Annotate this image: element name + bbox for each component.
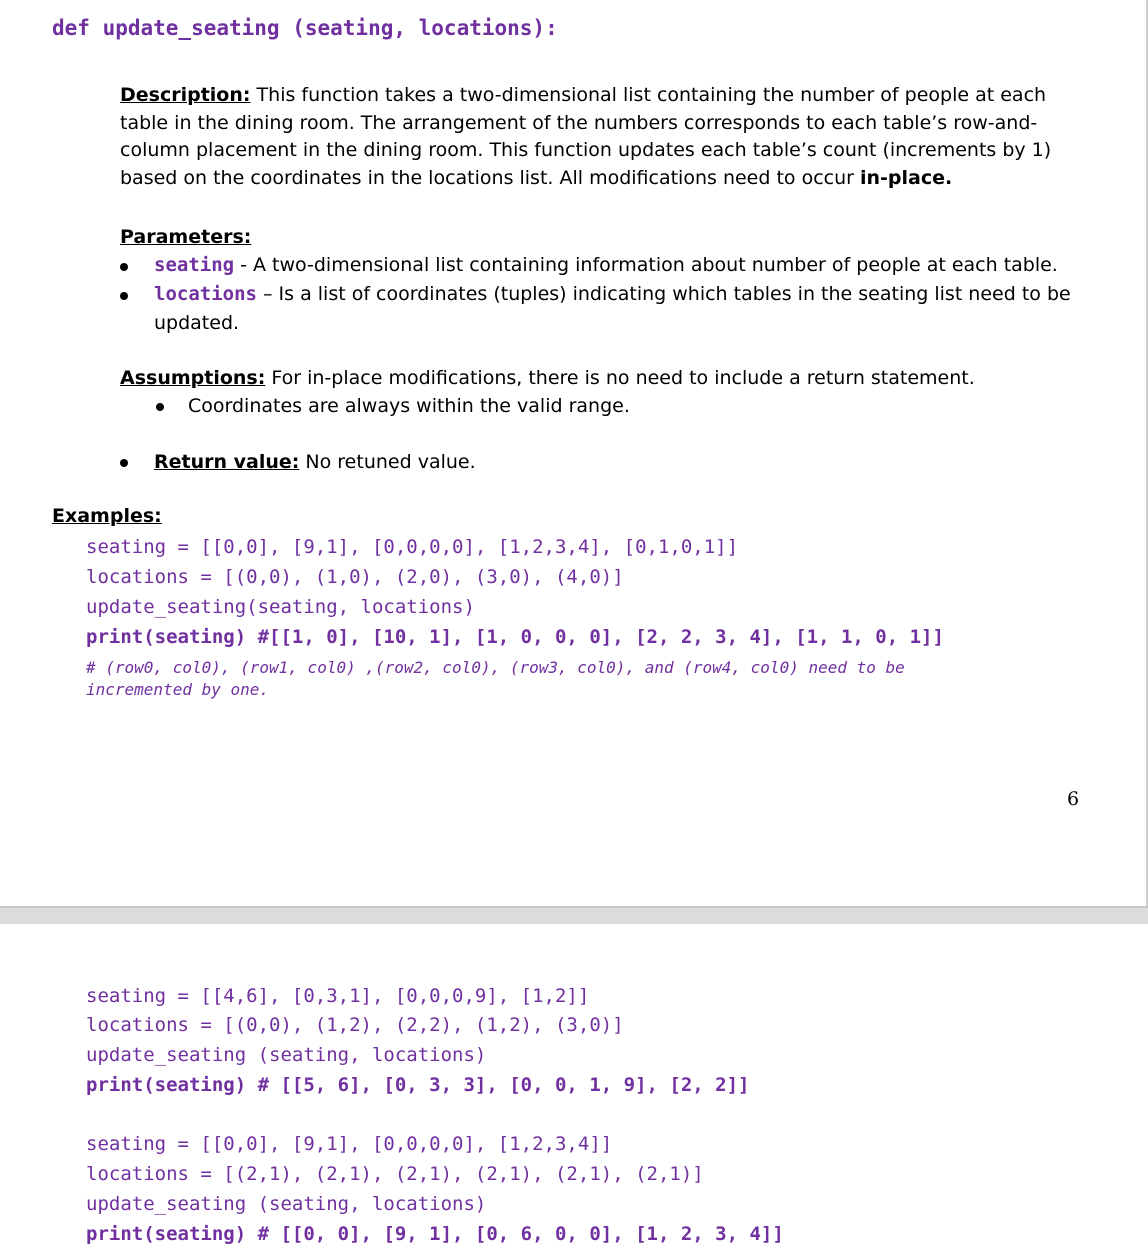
description-label: Description: [120, 84, 251, 106]
assumptions-paragraph [120, 365, 975, 393]
page-separator [0, 906, 1148, 924]
code-line: locations = [(2,1), (2,1), (2,1), (2,1), (2,1), (2,1)] [86, 1163, 704, 1185]
return-value-text: No retuned value. [299, 451, 476, 473]
bullet-icon [120, 459, 128, 467]
assumptions-text: For in-place modifications, there is no need to include a return statement. [265, 367, 975, 389]
code-line: print(seating) # [[0, 0], [9, 1], [0, 6, 0, 0], [1, 2, 3, 4]] [86, 1223, 784, 1245]
bullet-icon [120, 263, 128, 271]
code-line: update_seating (seating, locations) [86, 1044, 487, 1066]
code-line: update_seating(seating, locations) [86, 596, 475, 618]
assumptions-label: Assumptions: [120, 367, 266, 389]
parameter-description: – Is a list of coordinates (tuples) indicating which tables in the seating list need to be [256, 283, 1071, 305]
code-comment: incremented by one. [86, 680, 270, 699]
parameter-locations [154, 281, 1071, 309]
code-comment: # (row0, col0), (row1, col0) ,(row2, col0), (row3, col0), and (row4, col0) need to be [86, 658, 905, 677]
code-line: seating = [[0,0], [9,1], [0,0,0,0], [1,2,3,4]] [86, 1133, 613, 1155]
parameter-name: locations [154, 283, 257, 305]
function-signature: def update_seating (seating, locations): [52, 16, 558, 40]
code-line: locations = [(0,0), (1,2), (2,2), (1,2), (3,0)] [86, 1014, 624, 1036]
parameter-description: - A two-dimensional list containing information about number of people at each table. [234, 254, 1058, 276]
code-line: seating = [[0,0], [9,1], [0,0,0,0], [1,2,3,4], [0,1,0,1]] [86, 536, 739, 558]
bullet-icon [156, 403, 164, 411]
return-value-paragraph [154, 449, 476, 477]
description-text: This function takes a two-dimensional list containing the number of people at each table in the dining room. The arrangement of the numbers corresponds to each table’s row-and-column placement in the dining room. This function updates each table’s count (increments by 1) based on the coordinates in the locations list. All modifications need to occur [120, 84, 1052, 189]
code-line: update_seating (seating, locations) [86, 1193, 487, 1215]
bullet-icon [120, 292, 128, 300]
parameter-name: seating [154, 254, 235, 276]
return-value-label: Return value: [154, 451, 300, 473]
description-paragraph [120, 82, 1080, 192]
description-emphasis: in-place. [860, 166, 953, 189]
page-number: 6 [1067, 788, 1080, 810]
code-line: seating = [[4,6], [0,3,1], [0,0,0,9], [1,2]] [86, 985, 590, 1007]
code-line: print(seating) # [[5, 6], [0, 3, 3], [0, 0, 1, 9], [2, 2]] [86, 1074, 750, 1096]
document-page-2 [0, 924, 1148, 1250]
examples-heading: Examples: [52, 505, 162, 527]
parameter-description-continued: updated. [154, 312, 240, 334]
parameters-heading: Parameters: [120, 226, 252, 248]
code-line: print(seating) #[[1, 0], [10, 1], [1, 0, 0, 0], [2, 2, 3, 4], [1, 1, 0, 1]] [86, 626, 944, 648]
code-line: locations = [(0,0), (1,0), (2,0), (3,0), (4,0)] [86, 566, 624, 588]
parameter-seating [154, 252, 1058, 280]
assumption-item: Coordinates are always within the valid range. [188, 395, 630, 417]
